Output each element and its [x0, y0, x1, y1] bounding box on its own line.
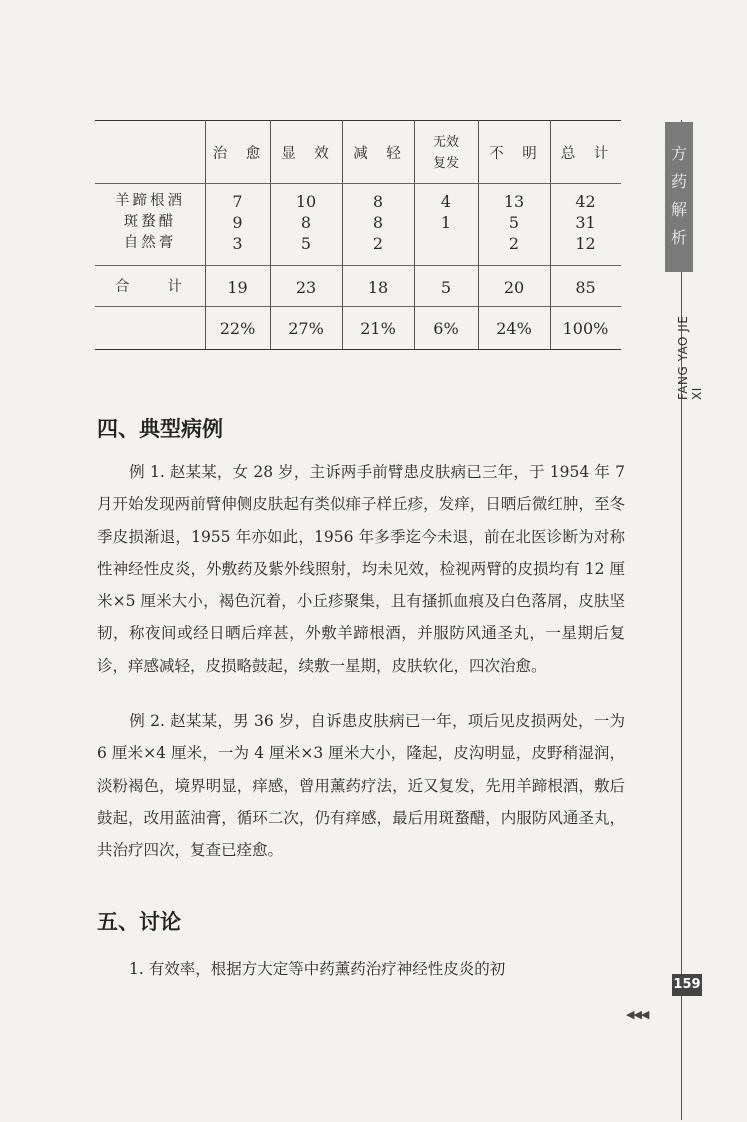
page-arrows-icon: ◀◀◀: [626, 1008, 649, 1021]
table-cell: 2: [508, 234, 520, 253]
table-cell: 5: [300, 234, 312, 253]
tab-char: 方: [670, 144, 687, 163]
table-cell: 8: [300, 213, 312, 232]
chapter-tab-label: [665, 140, 693, 252]
table-header-invalid-2: 复发: [432, 156, 459, 171]
table-percent-cell: 22%: [219, 319, 256, 338]
table-cell: 9: [232, 213, 243, 232]
case-paragraph-1: [97, 456, 625, 682]
table-percent-cell: 27%: [288, 319, 324, 338]
table-header-cured: 治 愈: [212, 146, 263, 162]
table-total-cell: 20: [503, 278, 525, 297]
table-top-rule: [95, 120, 621, 121]
table-header-invalid-1: 无效: [432, 135, 459, 150]
case-1-text: 例 1. 赵某某，女 28 岁，主诉两手前臂患皮肤病已三年，于 1954 年 7 月开始发现两前臂伸侧皮肤起有类似痱子样丘疹，发痒，日晒后微红肿，至冬季皮损渐退，1955 年亦如此，1956 年多季迄今未退，前在北医诊断为对称性神经性皮炎，外敷药及紫外线照射，均未见效，检视两臂的皮损均有 12 厘米×5 厘米大小，褐色沉着，小丘疹聚集，且有搔抓血痕及白色落屑，皮肤坚韧，称夜间或经日晒后痒甚，外敷羊蹄根酒，并服防风通圣丸，一星期后复诊，痒感减轻，皮损略鼓起，续敷一星期，皮肤软化，四次治愈。: [97, 463, 625, 675]
table-cell: 8: [372, 213, 384, 232]
table-total-cell: 23: [295, 278, 317, 297]
table-row-label: 羊蹄根酒: [115, 193, 185, 209]
table-header-total: 总 计: [560, 146, 611, 162]
section-heading-discussion: 五、讨论: [97, 910, 181, 934]
table-cell: 2: [372, 234, 384, 253]
table-percent-cell: 24%: [496, 319, 532, 338]
table-header-marked: 显 效: [281, 146, 331, 162]
table-bottom-rule: [95, 349, 621, 350]
table-cell: 8: [372, 192, 384, 211]
tab-char: 药: [670, 172, 687, 191]
page-number: 159: [672, 974, 702, 996]
case-2-text: 例 2. 赵某某，男 36 岁，自诉患皮肤病已一年，项后见皮损两处，一为 6 厘米×4 厘米，一为 4 厘米×3 厘米大小，隆起，皮沟明显，皮野稍湿润，淡粉褐色，境界明显，痒感，曾用薰药疗法，近又复发，先用羊蹄根酒，敷后鼓起，改用蓝油膏，循环二次，仍有痒感，最后用斑蝥醋，内服防风通圣丸，共治疗四次，复查已痊愈。: [97, 712, 625, 860]
table-percent-cell: 21%: [360, 319, 396, 338]
table-total-label: 合 计: [115, 279, 185, 295]
table-row-label: 斑蝥醋: [123, 214, 177, 230]
table-percent-cell: 6%: [433, 319, 459, 338]
tab-char: 解: [670, 200, 687, 219]
table-row-rule: [95, 306, 621, 307]
table-total-cell: 5: [440, 278, 452, 297]
table-row-label: 自然膏: [123, 235, 177, 251]
table-cell: 10: [295, 192, 317, 211]
discussion-text: 1. 有效率，根据方大定等中药薰药治疗神经性皮炎的初: [129, 960, 506, 978]
table-total-cell: 18: [367, 278, 389, 297]
table-cell: 12: [575, 234, 596, 253]
table-header-rule: [95, 183, 621, 184]
table-header-unknown: 不 明: [489, 146, 539, 162]
table-total-cell: 19: [227, 278, 248, 297]
section-heading-cases: 四、典型病例: [97, 417, 223, 441]
tab-char: 析: [670, 228, 687, 247]
table-row-rule: [95, 265, 621, 266]
table-percent-cell: 100%: [562, 319, 609, 338]
table-cell: 1: [440, 213, 452, 232]
case-paragraph-2: [97, 705, 625, 866]
table-cell: 3: [232, 234, 243, 253]
chapter-latin-label: FANG YAO JIE XI: [676, 315, 704, 400]
table-total-cell: 85: [575, 278, 596, 297]
table-header-reduced: 减 轻: [353, 146, 403, 162]
table-cell: 7: [232, 192, 243, 211]
discussion-paragraph: [97, 953, 625, 985]
table-cell: 42: [575, 192, 596, 211]
table-cell: 13: [503, 192, 525, 211]
table-cell: 4: [440, 192, 452, 211]
table-cell: 31: [575, 213, 596, 232]
table-cell: 5: [508, 213, 520, 232]
